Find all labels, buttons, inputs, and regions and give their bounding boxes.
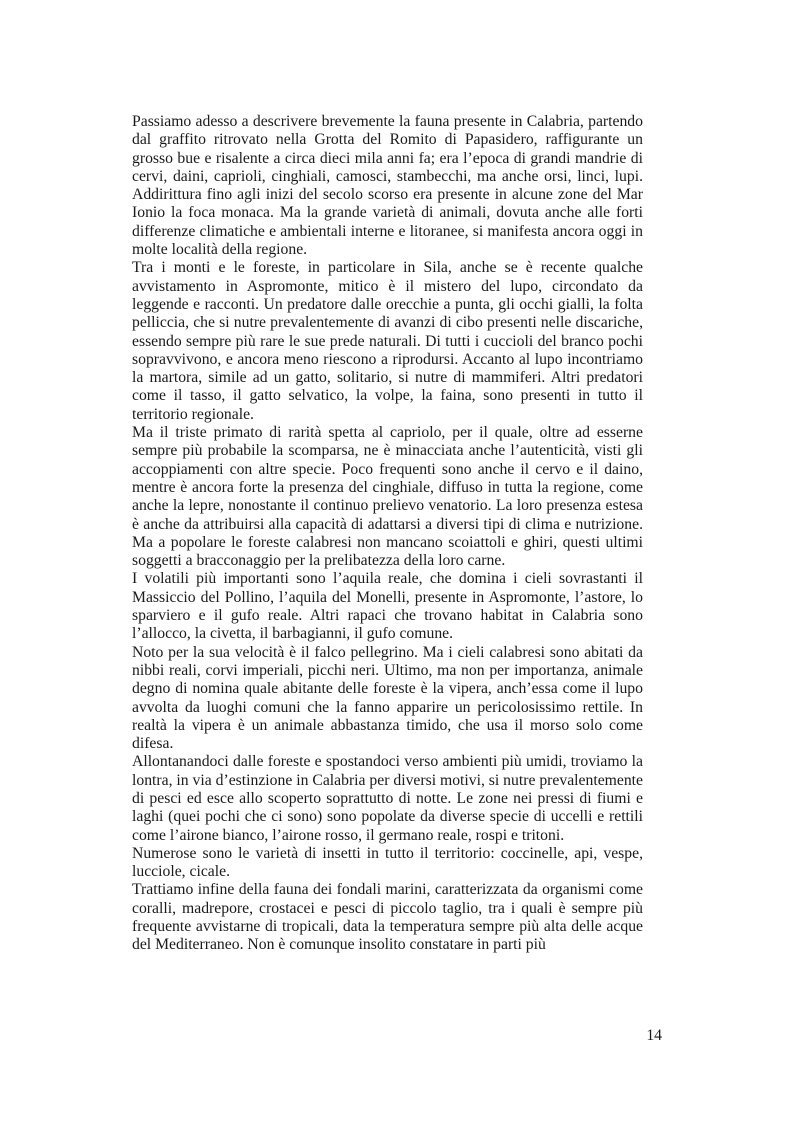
paragraph-insetti: Numerose sono le varietà di insetti in tutto il territorio: coccinelle, api, vespe, lucciole, cicale. <box>132 844 643 881</box>
paragraph-fauna-intro: Passiamo adesso a descrivere brevemente la fauna presente in Calabria, partendo dal graffito ritrovato nella Grotta del Romito di Papasidero, raffigurante un grosso bue e risalente a circa dieci mila anni fa; era l’epoca di grandi mandrie di cervi, daini, caprioli, cinghiali, camosci, stambecchi, ma anche orsi, linci, lupi. Addirittura fino agli inizi del secolo scorso era presente in alcune zone del Mar Ionio la foca monaca. Ma la grande varietà di animali, dovuta anche alle forti differenze climatiche e ambientali interne e litoranee, si manifesta ancora oggi in molte località della regione. <box>132 113 643 259</box>
paragraph-falco-vipera: Noto per la sua velocità è il falco pellegrino. Ma i cieli calabresi sono abitati da nibbi reali, corvi imperiali, picchi neri. Ultimo, ma non per importanza, animale degno di nomina quale abitante delle foreste è la vipera, anch’essa come il lupo avvolta da luoghi comuni che la fanno apparire un pericolosissimo rettile. In realtà la vipera è un animale abbastanza timido, che usa il morso solo come difesa. <box>132 643 643 753</box>
paragraph-fondali-marini: Trattiamo infine della fauna dei fondali marini, caratterizzata da organismi come coralli, madrepore, crostacei e pesci di piccolo taglio, tra i quali è sempre più frequente avvistarne di tropicali, data la temperatura sempre più alta delle acque del Mediterraneo. Non è comunque insolito constatare in parti più <box>132 881 643 954</box>
paragraph-volatili: I volatili più importanti sono l’aquila reale, che domina i cieli sovrastanti il Massiccio del Pollino, l’aquila del Monelli, presente in Aspromonte, l’astore, lo sparviero e il gufo reale. Altri rapaci che trovano habitat in Calabria sono l’allocco, la civetta, il barbagianni, il gufo comune. <box>132 570 643 643</box>
paragraph-capriolo: Ma il triste primato di rarità spetta al capriolo, per il quale, oltre ad esserne sempre più probabile la scomparsa, ne è minacciata anche l’autenticità, visti gli accoppiamenti con altre specie. Poco frequenti sono anche il cervo e il daino, mentre è ancora forte la presenza del cinghiale, diffuso in tutta la regione, come anche la lepre, nonostante il continuo prelievo venatorio. La loro presenza estesa è anche da attribuirsi alla capacità di adattarsi a diversi tipi di clima e nutrizione. Ma a popolare le foreste calabresi non mancano scoiattoli e ghiri, questi ultimi soggetti a bracconaggio per la prelibatezza della loro carne. <box>132 424 643 570</box>
body-text <box>132 113 643 955</box>
paragraph-lupo: Tra i monti e le foreste, in particolare in Sila, anche se è recente qualche avvistamento in Aspromonte, mitico è il mistero del lupo, circondato da leggende e racconti. Un predatore dalle orecchie a punta, gli occhi gialli, la folta pelliccia, che si nutre prevalentemente di avanzi di cibo presenti nelle discariche, essendo sempre più rare le sue prede naturali. Di tutti i cuccioli del branco pochi sopravvivono, e ancora meno riescono a riprodursi. Accanto al lupo incontriamo la martora, simile ad un gatto, solitario, si nutre di mammiferi. Altri predatori come il tasso, il gatto selvatico, la volpe, la faina, sono presenti in tutto il territorio regionale. <box>132 259 643 423</box>
page-number: 14 <box>646 1027 662 1044</box>
paragraph-lontra: Allontanandoci dalle foreste e spostandoci verso ambienti più umidi, troviamo la lontra, in via d’estinzione in Calabria per diversi motivi, si nutre prevalentemente di pesci ed esce allo scoperto soprattutto di notte. Le zone nei pressi di fiumi e laghi (quei pochi che ci sono) sono popolate da diverse specie di uccelli e rettili come l’airone bianco, l’airone rosso, il germano reale, rospi e tritoni. <box>132 753 643 844</box>
